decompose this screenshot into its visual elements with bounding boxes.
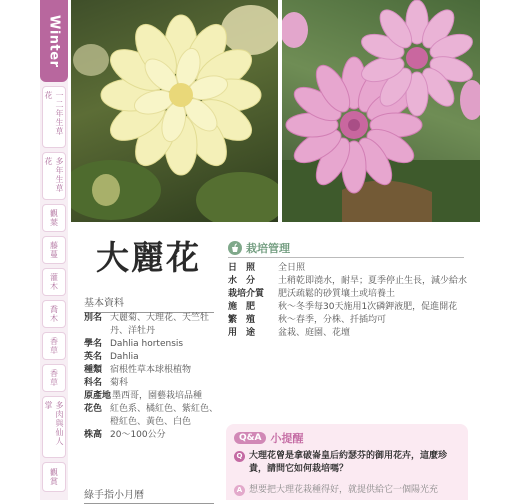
tab-ornamental[interactable] [42, 462, 66, 492]
info-label: 花色 [84, 404, 103, 414]
qa-title: 小提醒 [270, 432, 304, 445]
info-label: 學名 [84, 339, 103, 349]
care-title: 栽培管理 [246, 242, 290, 255]
pot-icon [228, 241, 242, 255]
info-value: Dahlia hortensis [110, 339, 184, 349]
care-label: 用 途 [228, 328, 256, 338]
care-list [228, 262, 468, 340]
tab-label: 藤蔓 [49, 241, 59, 259]
care-label: 水 分 [228, 276, 256, 286]
tab-trees[interactable] [42, 300, 66, 328]
info-row [84, 351, 224, 364]
tab-label: 觀葉 [49, 209, 59, 227]
photo-pink-dahlia [282, 0, 480, 222]
info-value: 墨西哥，園藝栽培品種 [112, 391, 203, 401]
tab-perennials[interactable] [42, 152, 66, 200]
season-tab-label: Winter [46, 14, 62, 68]
care-label: 栽培介質 [228, 289, 265, 299]
care-value: 肥沃疏鬆的砂質壤土或培養土 [278, 289, 396, 299]
care-value: 秋～冬季每30天施用1次磷鉀液肥，促進開花 [278, 302, 458, 312]
qa-box [226, 424, 468, 500]
tab-label: 多年生草花 [44, 157, 64, 193]
info-value: Dahlia [110, 352, 139, 362]
tab-foliage[interactable] [42, 204, 66, 232]
info-label: 英名 [84, 352, 103, 362]
qa-answer [234, 484, 464, 497]
category-tabs [42, 86, 66, 496]
season-tab[interactable] [40, 0, 68, 82]
tab-succulents[interactable] [42, 396, 66, 458]
info-value: 宿根性草本球根植物 [110, 365, 192, 375]
care-row [228, 301, 468, 314]
care-label: 施 肥 [228, 302, 256, 312]
care-row [228, 275, 468, 288]
info-value: 大麗菊、大理花、天竺牡丹、洋牡丹 [110, 313, 210, 336]
tab-vines[interactable] [42, 236, 66, 264]
photo-yellow-dahlia [71, 0, 278, 222]
info-row [84, 390, 224, 403]
info-value: 20～100公分 [110, 430, 166, 440]
tab-annuals[interactable] [42, 86, 66, 148]
tab-shrubs[interactable] [42, 268, 66, 296]
info-label: 種類 [84, 365, 103, 375]
tab-label: 香草 [49, 369, 59, 387]
calendar-heading: 綠手指小月曆 [84, 486, 214, 504]
info-row [84, 429, 224, 442]
info-value: 紅色系、橘紅色、紫紅色、橙紅色、黃色、白色 [110, 404, 219, 427]
info-row [84, 377, 224, 390]
care-value: 秋～春季，分株、扦插均可 [278, 315, 387, 325]
info-row [84, 312, 224, 338]
tab-label: 觀賞 [49, 468, 59, 486]
tab-label: 一二年生草花 [44, 91, 64, 136]
qa-question [234, 450, 464, 476]
care-row [228, 262, 468, 275]
care-divider [228, 257, 464, 258]
care-value: 全日照 [278, 263, 306, 273]
care-value: 土稍乾即澆水，耐旱；夏季停止生長，減少給水 [278, 276, 468, 286]
care-label: 繁 殖 [228, 315, 256, 325]
care-heading [228, 240, 290, 256]
answer-text: 想要把大理花栽種得好，就提供給它一個陽光充 [249, 485, 439, 495]
tab-herbs[interactable] [42, 332, 66, 360]
info-label: 原產地 [84, 391, 112, 401]
info-label: 科名 [84, 378, 103, 388]
tab-label: 多肉與仙人掌 [44, 401, 64, 446]
info-row [84, 403, 224, 429]
care-row [228, 288, 468, 301]
info-label: 別名 [84, 313, 103, 323]
info-label: 株高 [84, 430, 103, 440]
info-value: 菊科 [110, 378, 129, 388]
qa-badge: Q&A [234, 432, 266, 444]
qa-header [234, 430, 303, 446]
care-label: 日 照 [228, 263, 256, 273]
basic-info-list [84, 312, 224, 442]
tab-label: 喬木 [49, 305, 59, 323]
tab-label: 灌木 [49, 273, 59, 291]
care-row [228, 314, 468, 327]
info-row [84, 364, 224, 377]
care-row [228, 327, 468, 340]
tab-herbs-2[interactable] [42, 364, 66, 392]
basic-info-heading: 基本資料 [84, 294, 214, 313]
tab-label: 香草 [49, 337, 59, 355]
page-title: 大麗花 [96, 238, 201, 277]
question-text: 大理花曾是拿破崙皇后約瑟芬的御用花卉，這麼珍貴，請問它如何栽培嗎？ [249, 451, 448, 474]
question-mark-icon: Q [234, 451, 245, 462]
answer-mark-icon: A [234, 485, 245, 496]
care-value: 盆栽、庭園、花壇 [278, 328, 351, 338]
info-row [84, 338, 224, 351]
